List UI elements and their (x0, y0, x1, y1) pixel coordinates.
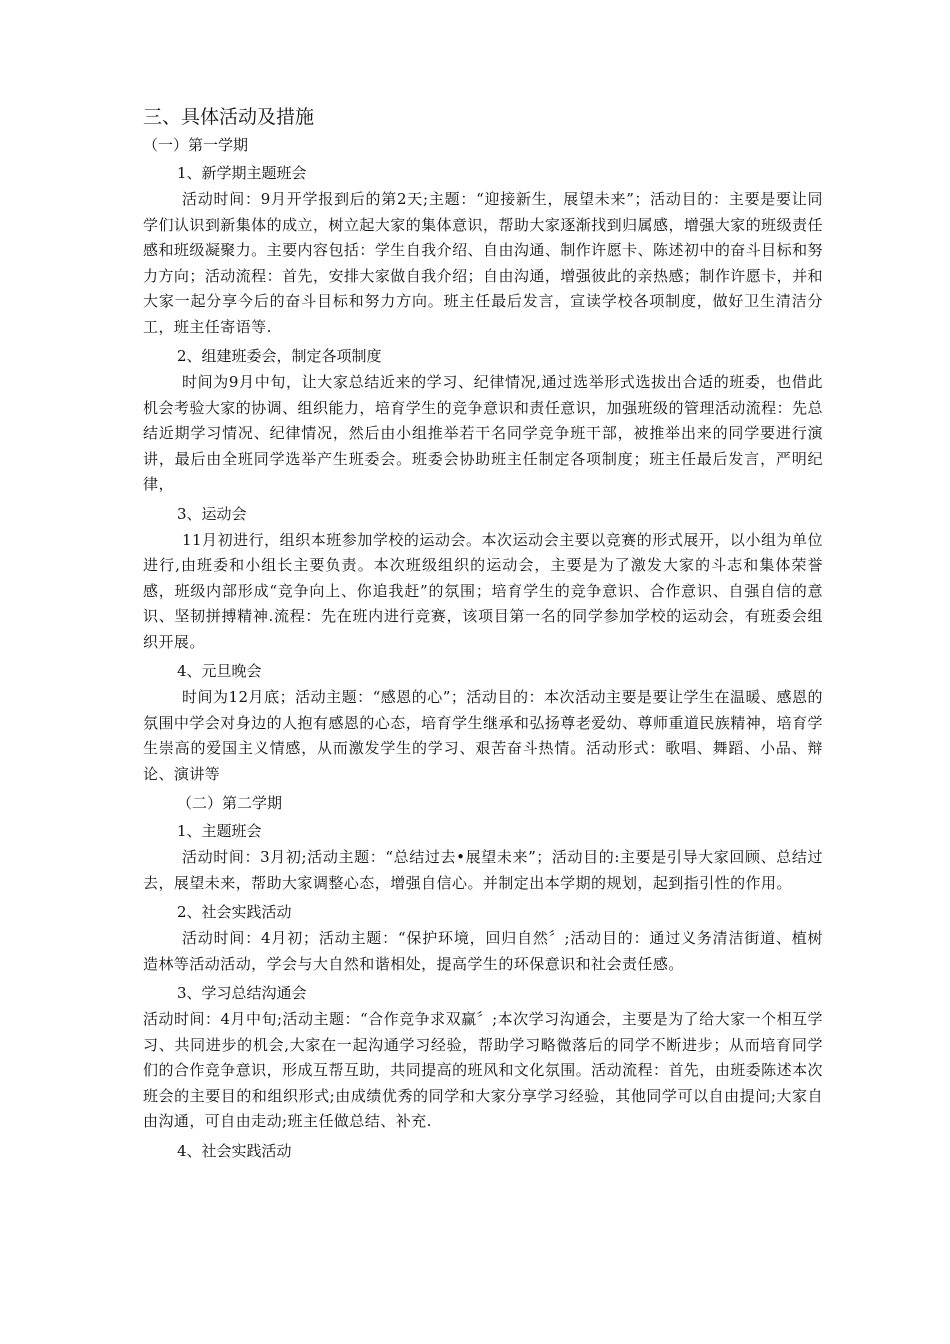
section-title: 三、具体活动及措施 (143, 106, 315, 128)
item-paragraph: 时间为12月底；活动主题：“感恩的心”；活动目的：本次活动主要是要让学生在温暖、感恩的氛围中学会对身边的人抱有感恩的心态，培育学生继承和弘扬尊老爱幼、尊师重道民族精神，培育学生崇高的爱国主义情感，从而激发学生的学习、艰苦奋斗热情。活动形式：歌唱、舞蹈、小品、辩论、演讲等 (143, 688, 823, 783)
term-heading-second: （二）第二学期 (177, 794, 283, 812)
item-paragraph: 活动时间：3月初;活动主题：“总结过去•展望未来”；活动目的:主要是引导大家回顾、总结过去，展望未来，帮助大家调整心态，增强自信心。并制定出本学期的规划，起到指引性的作用。 (143, 848, 823, 892)
item-paragraph: 活动时间：9月开学报到后的第2天;主题：“迎接新生，展望未来”；活动目的：主要是要让同学们认识到新集体的成立，树立起大家的集体意识，帮助大家逐渐找到归属感，增强大家的班级责任感和班级凝聚力。主要内容包括：学生自我介绍、自由沟通、制作许愿卡、陈述初中的奋斗目标和努力方向；活动流程：首先，安排大家做自我介绍；自由沟通，增强彼此的亲热感；制作许愿卡，并和大家一起分享今后的奋斗目标和努力方向。班主任最后发言，宣读学校各项制度，做好卫生清洁分工，班主任寄语等. (143, 190, 823, 336)
item-heading: 3、运动会 (177, 504, 247, 523)
item-heading: 1、新学期主题班会 (177, 164, 307, 182)
item-heading: 4、元旦晚会 (177, 662, 262, 680)
item-heading: 1、主题班会 (177, 822, 262, 840)
item-paragraph: 活动时间：4月中旬;活动主题：“合作竞争求双赢〞;本次学习沟通会，主要是为了给大家一个相互学习、共同进步的机会,大家在一起沟通学习经验，帮助学习略微落后的同学不断进步；从而培育同学们的合作竞争意识，形成互帮互助，共同提高的班风和文化氛围。活动流程：首先，由班委陈述本次班会的主要目的和组织形式;由成绩优秀的同学和大家分享学习经验，其他同学可以自由提问;大家自由沟通，可自由走动;班主任做总结、补充. (143, 1010, 823, 1130)
item-paragraph: 11月初进行，组织本班参加学校的运动会。本次运动会主要以竞赛的形式展开，以小组为单位进行,由班委和小组长主要负责。本次班级组织的运动会，主要是为了激发大家的斗志和集体荣誉感，班级内部形成“竞争向上、你追我赶”的氛围；培育学生的竞争意识、合作意识、自强自信的意识、坚韧拼搏精神.流程：先在班内进行竞赛，该项目第一名的同学参加学校的运动会，有班委会组织开展。 (143, 530, 823, 651)
term-heading-first: （一）第一学期 (143, 136, 249, 154)
item-paragraph: 活动时间：4月初；活动主题：“保护环境，回归自然〞;活动目的：通过义务清洁街道、植树造林等活动活动，学会与大自然和谐相处，提高学生的环保意识和社会责任感。 (143, 929, 823, 973)
item-heading: 2、社会实践活动 (177, 903, 292, 921)
item-heading: 4、社会实践活动 (177, 1141, 292, 1160)
document-body (143, 103, 823, 1165)
item-paragraph: 时间为9月中旬，让大家总结近来的学习、纪律情况,通过选举形式选拔出合适的班委，也借此机会考验大家的协调、组织能力，培育学生的竞争意识和责任意识，加强班级的管理活动流程：先总结近期学习情况、纪律情况，然后由小组推举若干名同学竞争班干部，被推举出来的同学要进行演讲，最后由全班同学选举产生班委会。班委会协助班主任制定各项制度；班主任最后发言，严明纪律， (143, 373, 823, 493)
item-heading: 3、学习总结沟通会 (177, 984, 307, 1002)
item-heading: 2、组建班委会，制定各项制度 (177, 347, 382, 365)
